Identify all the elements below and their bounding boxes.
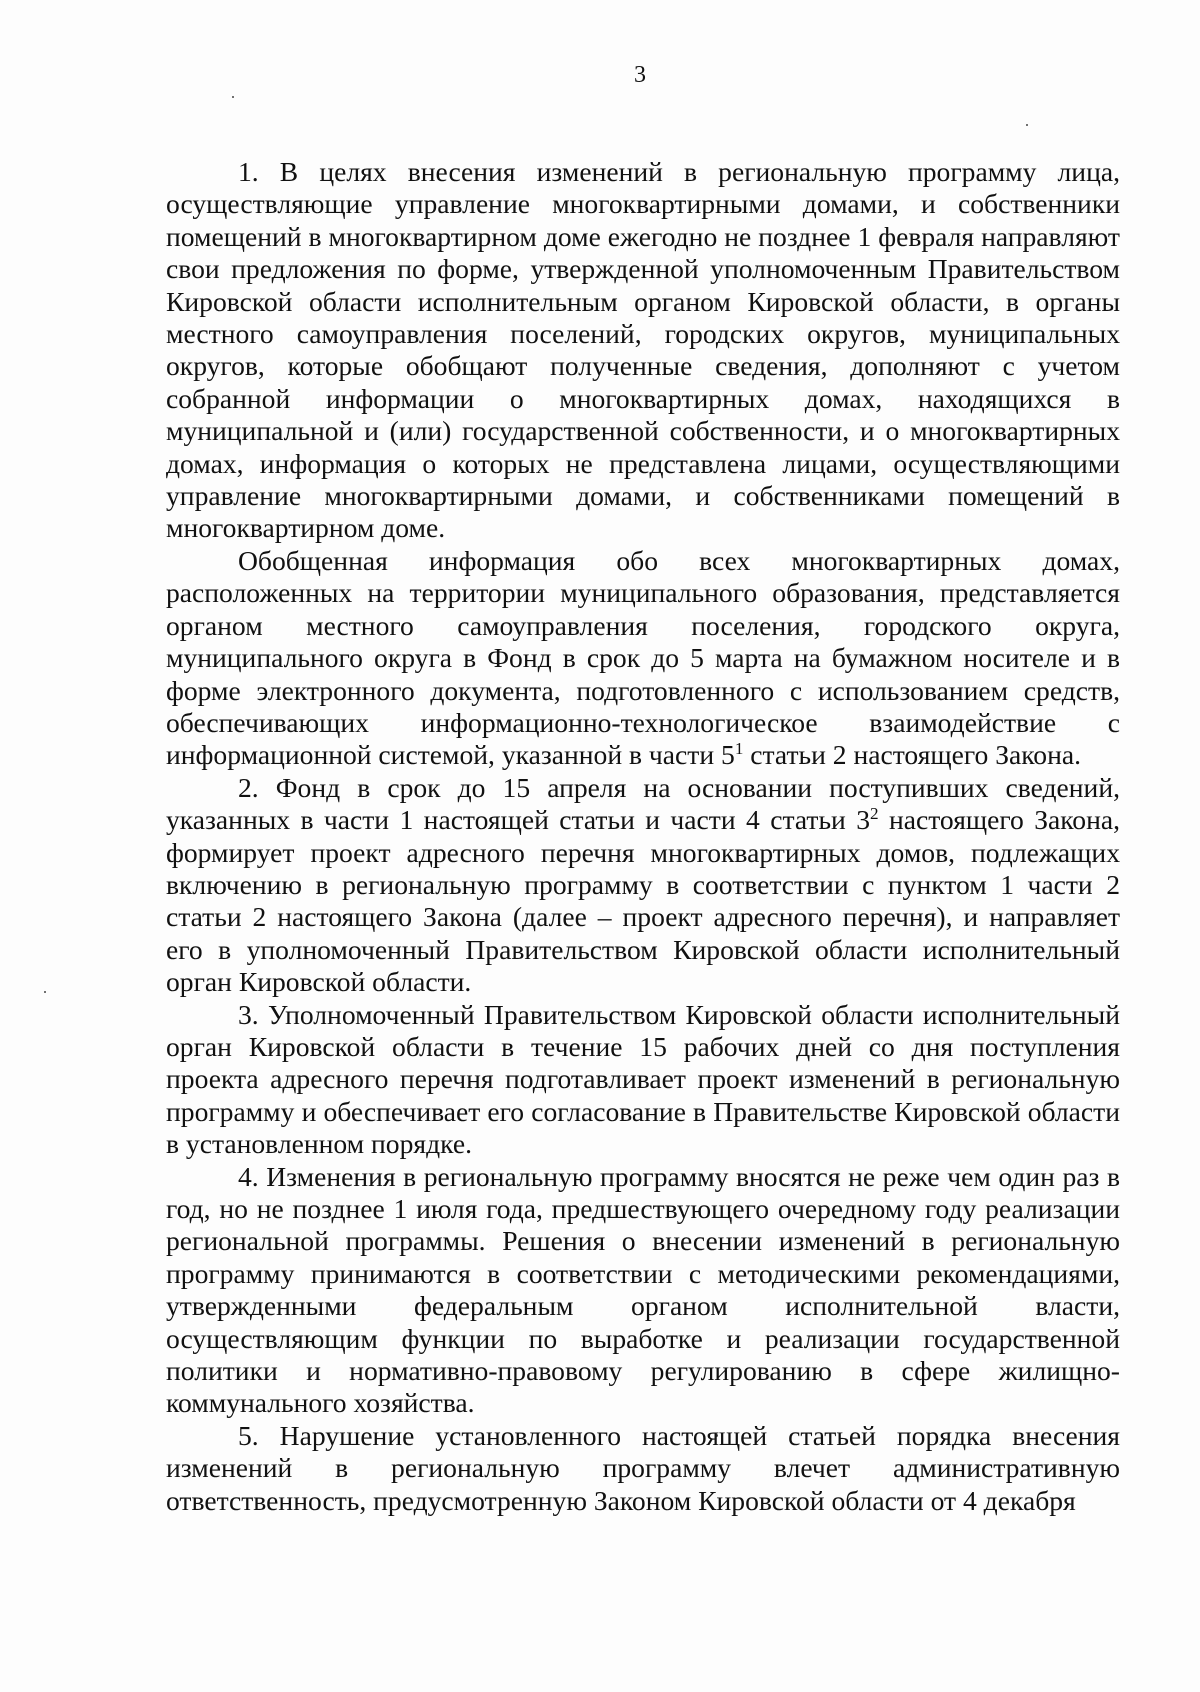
paragraph-3-text: 2. Фонд в срок до 15 апреля на основании поступивших сведений, указанных в части 1 настоящей статьи и части 4 статьи 3 — [166, 771, 1120, 836]
scan-speck — [232, 96, 234, 98]
paragraph-2 — [166, 545, 1120, 772]
paragraph-3-text-end: настоящего Закона, формирует проект адресного перечня многоквартирных домов, подлежащих включению в региональную программу в соответствии с пунктом 1 части 2 статьи 2 настоящего Закона (далее – проект адресного перечня), и направляет его в уполномоченный Правительством Кировской области исполнительный орган Кировской области. — [166, 804, 1120, 998]
document-body — [166, 156, 1120, 1517]
superscript: 1 — [734, 739, 744, 759]
paragraph-6: 5. Нарушение установленного настоящей статьей порядка внесения изменений в региональную программу влечет административную ответственность, предусмотренную Законом Кировской области от 4 декабря — [166, 1419, 1120, 1516]
paragraph-4: 3. Уполномоченный Правительством Кировской области исполнительный орган Кировской области в течение 15 рабочих дней со дня поступления проекта адресного перечня подготавливает проект изменений в региональную программу и обеспечивает его согласование в Правительстве Кировской области в установленном порядке. — [166, 998, 1120, 1160]
paragraph-2-text-end: статьи 2 настоящего Закона. — [743, 739, 1081, 771]
paragraph-5: 4. Изменения в региональную программу вносятся не реже чем один раз в год, но не позднее 1 июля года, предшествующего очередному году реализации региональной программы. Решения о внесении изменений в региональную программу принимаются в соответствии с методическими рекомендациями, утвержденными федеральным органом исполнительной власти, осуществляющим функции по выработке и реализации государственной политики и нормативно-правовому регулированию в сфере жилищно-коммунального хозяйства. — [166, 1160, 1120, 1419]
paragraph-2-text: Обобщенная информация обо всех многоквартирных домах, расположенных на территории муниципального образования, представляется органом местного самоуправления поселения, городского округа, муниципального округа в Фонд в срок до 5 марта на бумажном носителе и в форме электронного документа, подготовленного с использованием средств, обеспечивающих информационно-технологическое взаимодействие с информационной системой, указанной в части 5 — [166, 544, 1120, 771]
superscript: 2 — [870, 803, 879, 823]
paragraph-3 — [166, 772, 1120, 999]
scan-speck — [44, 991, 46, 993]
paragraph-1: 1. В целях внесения изменений в региональную программу лица, осуществляющие управление многоквартирными домами, и собственники помещений в многоквартирном доме ежегодно не позднее 1 февраля направляют свои предложения по форме, утвержденной уполномоченным Правительством Кировской области исполнительным органом Кировской области, в органы местного самоуправления поселений, городских округов, муниципальных округов, которые обобщают полученные сведения, дополняют с учетом собранной информации о многоквартирных домах, находящихся в муниципальной и (или) государственной собственности, и о многоквартирных домах, информация о которых не представлена лицами, осуществляющими управление многоквартирными домами, и собственниками помещений в многоквартирном доме. — [166, 156, 1120, 544]
scan-speck — [1026, 124, 1028, 126]
page-number: 3 — [634, 62, 646, 88]
